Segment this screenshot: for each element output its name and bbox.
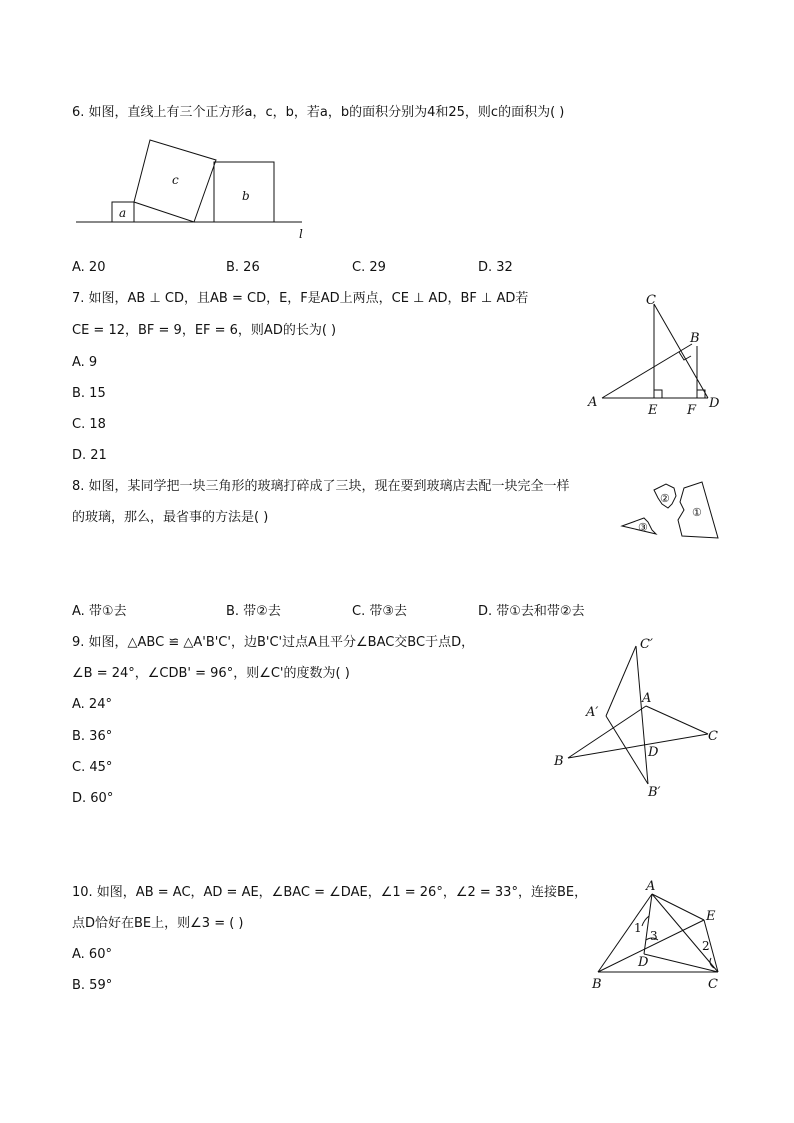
q7-stem-line2: CE = 12，BF = 9，EF = 6，则AD的长为( ) (72, 323, 337, 338)
q9-label-C1: C′ (640, 637, 653, 652)
q7-label-E: E (648, 403, 658, 418)
q7-label-A: A (588, 395, 598, 410)
q9-label-C: C (708, 729, 718, 744)
q6-option-a: A. 20 (72, 260, 106, 275)
q7-option-d: D. 21 (72, 448, 107, 463)
q10-label-A: A (646, 879, 656, 894)
q9-stem-line1: 9. 如图，△ABC ≌ △A'B'C'，边B'C'过点A且平分∠BAC交BC于点D， (72, 635, 475, 650)
q10-label-C: C (708, 977, 718, 992)
q10-angle-2: 2 (702, 939, 710, 953)
q7-stem-line1: 7. 如图，AB ⊥ CD，且AB = CD，E，F是AD上两点，CE ⊥ AD，BF ⊥ AD若 (72, 291, 529, 306)
q8-option-d: D. 带①去和带②去 (478, 604, 585, 619)
q9-stem-line2: ∠B = 24°，∠CDB' = 96°，则∠C'的度数为( ) (72, 666, 350, 681)
q7-label-F: F (687, 403, 697, 418)
q9-label-A: A (642, 691, 652, 706)
q7-figure (584, 288, 734, 423)
q6-label-l: l (299, 227, 303, 241)
q8-piece-2: ② (660, 492, 670, 505)
q7-option-b: B. 15 (72, 386, 106, 401)
q9-label-B: B (554, 754, 564, 769)
q8-option-b: B. 带②去 (226, 604, 281, 619)
q7-label-D: D (709, 396, 720, 411)
q8-piece-3: ③ (638, 521, 648, 534)
q9-option-d: D. 60° (72, 791, 114, 806)
q10-label-E: E (706, 909, 716, 924)
q10-label-D: D (638, 955, 649, 970)
q10-angle-3: 3 (650, 929, 658, 943)
q9-label-D: D (648, 745, 659, 760)
q7-option-c: C. 18 (72, 417, 106, 432)
q10-stem-line2: 点D恰好在BE上，则∠3 = ( ) (72, 916, 244, 931)
q6-option-d: D. 32 (478, 260, 513, 275)
q9-figure (548, 632, 728, 804)
q10-angle-1: 1 (634, 921, 642, 935)
q7-label-B: B (690, 331, 700, 346)
q9-option-c: C. 45° (72, 760, 113, 775)
q6-option-c: C. 29 (352, 260, 386, 275)
q7-label-C: C (646, 293, 656, 308)
q6-label-b: b (242, 189, 250, 203)
q10-option-a: A. 60° (72, 947, 112, 962)
q9-option-a: A. 24° (72, 697, 112, 712)
q9-label-A1: A′ (586, 705, 599, 720)
q9-label-B1: B′ (648, 785, 661, 800)
q8-stem-line2: 的玻璃，那么，最省事的方法是( ) (72, 510, 269, 525)
q6-option-b: B. 26 (226, 260, 260, 275)
q6-stem: 6. 如图，直线上有三个正方形a，c，b，若a，b的面积分别为4和25，则c的面积为( ) (72, 105, 565, 120)
q6-label-c: c (172, 173, 179, 187)
q8-stem-line1: 8. 如图，某同学把一块三角形的玻璃打碎成了三块，现在要到玻璃店去配一块完全一样 (72, 479, 570, 494)
q10-figure (586, 878, 736, 993)
q8-figure (618, 476, 723, 546)
q10-option-b: B. 59° (72, 978, 113, 993)
q7-option-a: A. 9 (72, 355, 98, 370)
q8-option-a: A. 带①去 (72, 604, 127, 619)
q8-option-c: C. 带③去 (352, 604, 407, 619)
q8-piece-1: ① (692, 506, 702, 519)
q6-label-a: a (119, 206, 127, 220)
q10-stem-line1: 10. 如图，AB = AC，AD = AE，∠BAC = ∠DAE，∠1 = 26°，∠2 = 33°，连接BE， (72, 885, 588, 900)
q10-label-B: B (592, 977, 602, 992)
q9-option-b: B. 36° (72, 729, 113, 744)
q6-figure (72, 134, 312, 244)
